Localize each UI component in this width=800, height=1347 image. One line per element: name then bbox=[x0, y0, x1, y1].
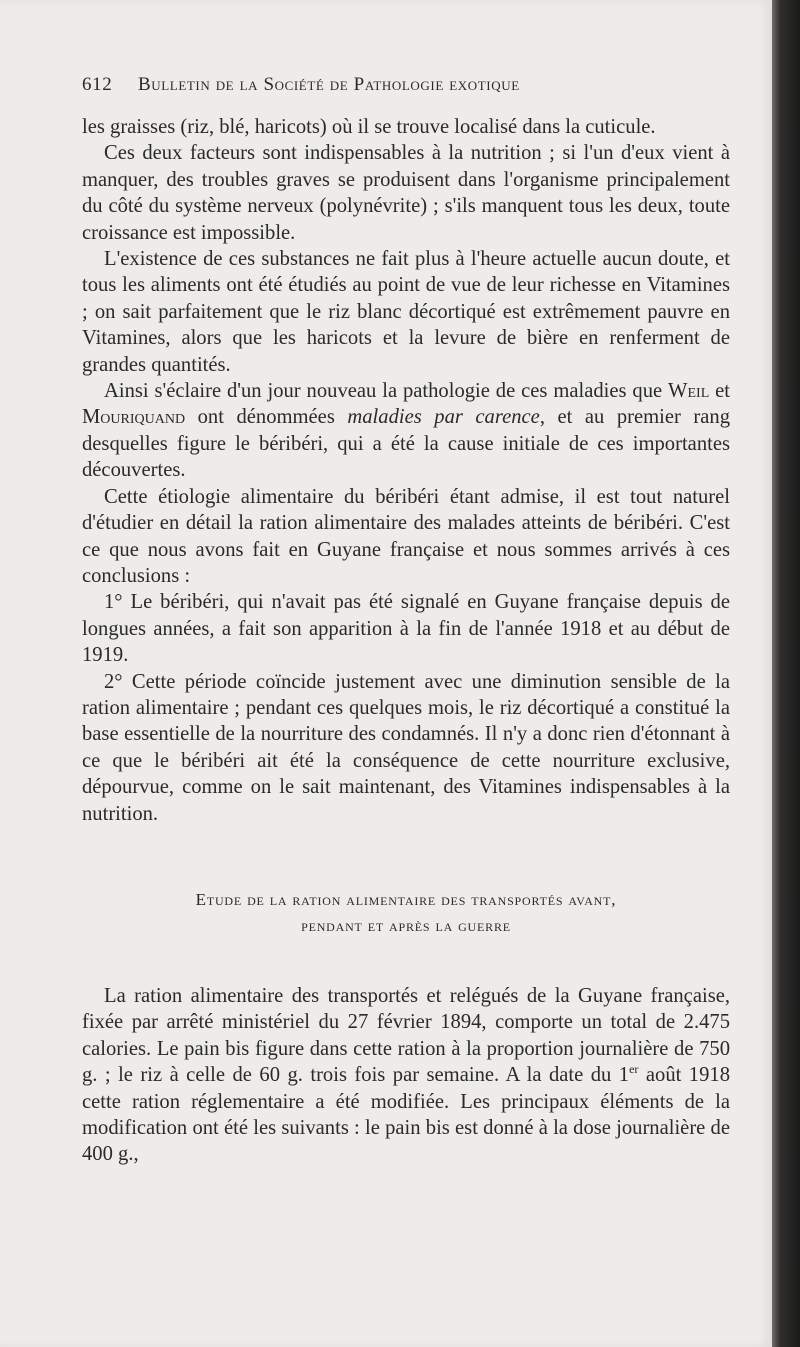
paragraph: L'existence de ces substances ne fait plus à l'heure actuelle aucun doute, et tous les aliments ont été étudiés au point de vue de leur richesse en Vitamines ; on sait parfaitement que le riz blanc décortiqué est extrêmement pauvre en Vitamines, alors que les haricots et la levure de bière en renferment de grandes quantités. bbox=[82, 248, 730, 376]
paragraph-text: et bbox=[709, 380, 731, 403]
paragraph: Cette étiologie alimentaire du béribéri étant admise, il est tout naturel d'étudier en détail la ration alimentaire des malades atteints de béribéri. C'est ce que nous avons fait en Guyane française et nous sommes arrivés à ces conclusions : bbox=[82, 485, 730, 587]
running-head bbox=[82, 74, 730, 114]
paragraph-text: Ainsi s'éclaire d'un jour nouveau la pathologie de ces maladies que bbox=[104, 380, 669, 403]
paragraph: les graisses (riz, blé, haricots) où il se trouve localisé dans la cuticule. bbox=[82, 116, 656, 138]
paragraph-text: , et au premier rang desquelles figure le béribéri, qui a été la cause initiale de ces importantes découvertes. bbox=[82, 406, 731, 482]
author-name: Weil bbox=[668, 380, 710, 403]
author-name: Mouriquand bbox=[82, 406, 186, 429]
body-text bbox=[82, 983, 730, 1168]
body-text bbox=[82, 114, 730, 827]
paragraph-text: La ration alimentaire des transportés et relégués de la Guyane française, fixée par arrêté ministériel du 27 février 1894, comporte un total de 2.475 calories. Le pain bis figure dans cette ration à la proportion journalière de 750 g. ; le riz à celle de 60 g. trois fois par semaine. A la date du 1 bbox=[82, 984, 730, 1087]
page-number: 612 bbox=[82, 74, 113, 95]
paragraph bbox=[82, 378, 730, 484]
paragraph: Ces deux facteurs sont indispensables à la nutrition ; si l'un d'eux vient à manquer, des troubles graves se produisent dans l'organisme principalement du côté du système nerveux (polynévrite) ; s'ils manquent tous les deux, toute croissance est impossible. bbox=[82, 142, 730, 244]
paragraph-text: ont dénommées bbox=[185, 406, 348, 429]
italic-term: maladies par carence bbox=[347, 406, 540, 429]
section-heading-line: Etude de la ration alimentaire des transportés avant, bbox=[195, 889, 617, 909]
paragraph: 2° Cette période coïncide justement avec une diminution sensible de la ration alimentaire ; pendant ces quelques mois, le riz décortiqué a constitué la base essentielle de la nourriture des condamnés. Il n'y a donc rien d'étonnant à ce que le béribéri ait été la conséquence de cette nourriture exclusive, dépourvue, comme on le sait maintenant, des Vitamines indispensables à la nutrition. bbox=[82, 670, 730, 825]
page-edge-shadow bbox=[772, 0, 800, 1347]
paragraph-text: août 1918 cette ration réglementaire a été modifiée. Les principaux éléments de la modification ont été les suivants : le pain bis est donné à la dose journalière de 400 g., bbox=[82, 1064, 730, 1166]
journal-title: Bulletin de la Société de Pathologie exotique bbox=[138, 74, 520, 95]
paragraph bbox=[82, 983, 730, 1168]
section-heading-line: pendant et après la guerre bbox=[301, 915, 511, 935]
page-content bbox=[82, 74, 730, 1168]
paragraph: 1° Le béribéri, qui n'avait pas été signalé en Guyane française depuis de longues années, a fait son apparition à la fin de l'année 1918 et au début de 1919. bbox=[82, 591, 730, 667]
superscript: er bbox=[629, 1062, 639, 1077]
section-heading bbox=[82, 887, 730, 939]
